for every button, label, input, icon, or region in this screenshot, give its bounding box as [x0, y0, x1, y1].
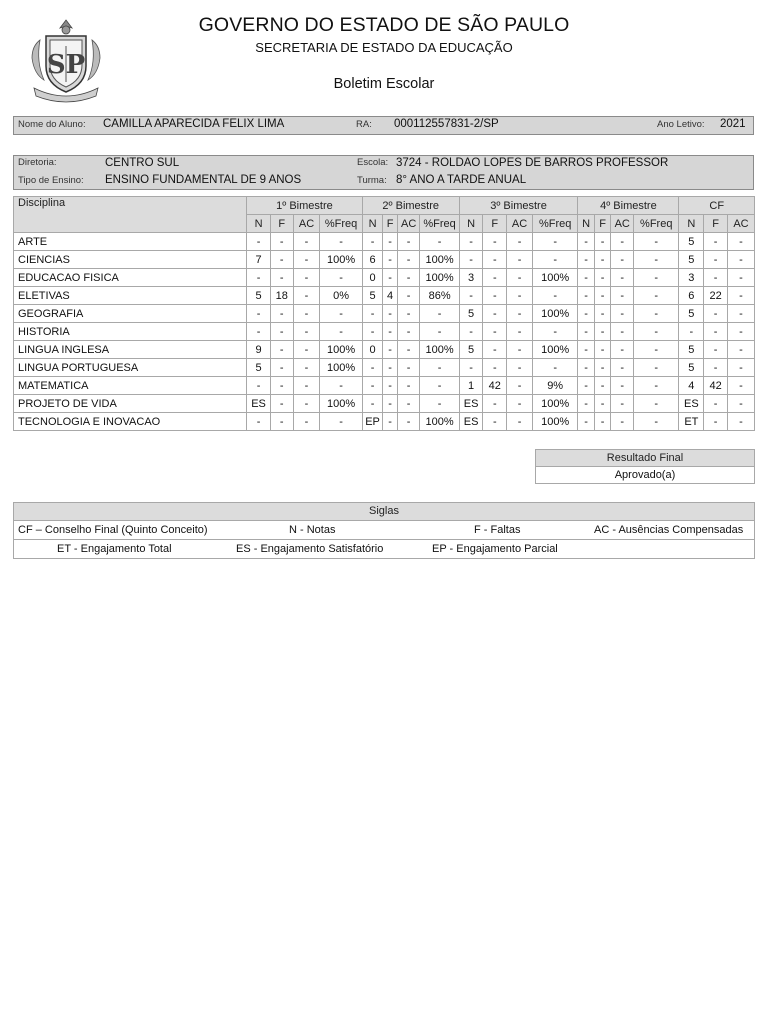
grade-cell: -	[293, 233, 320, 251]
document-title: Boletim Escolar	[333, 76, 435, 92]
disciplina-cell: TECNOLOGIA E INOVACAO	[14, 413, 247, 431]
grade-cell: -	[270, 269, 293, 287]
grade-cell: -	[420, 323, 459, 341]
page-subtitle: SECRETARIA DE ESTADO DA EDUCAÇÃO	[255, 40, 513, 55]
sub-header-pctfreq: %Freq	[634, 215, 679, 233]
sub-header-n: N	[362, 215, 383, 233]
grade-cell: 5	[679, 233, 704, 251]
grade-cell: -	[507, 323, 533, 341]
grade-cell: 100%	[420, 341, 459, 359]
grade-cell: -	[362, 323, 383, 341]
grade-cell: -	[320, 413, 362, 431]
disciplina-cell: ARTE	[14, 233, 247, 251]
grade-cell: 0	[362, 269, 383, 287]
final-result-value: Aprovado(a)	[536, 467, 755, 484]
bimestre-4-header: 4º Bimestre	[578, 197, 679, 215]
final-result-header: Resultado Final	[536, 450, 755, 467]
grade-cell: -	[383, 377, 397, 395]
grade-cell: -	[507, 413, 533, 431]
table-row	[14, 359, 755, 377]
grade-cell: -	[507, 251, 533, 269]
svg-text:SP: SP	[46, 50, 86, 80]
grade-cell: EP	[362, 413, 383, 431]
grade-cell: 100%	[320, 395, 362, 413]
disciplina-cell: HISTORIA	[14, 323, 247, 341]
grade-cell: -	[634, 323, 679, 341]
grade-cell: -	[727, 251, 754, 269]
legend-header: Siglas	[14, 503, 754, 521]
grade-cell: -	[532, 287, 577, 305]
grade-cell: ES	[247, 395, 271, 413]
grade-cell: 4	[383, 287, 397, 305]
grade-cell: 5	[362, 287, 383, 305]
grade-cell: -	[270, 377, 293, 395]
sub-header-ac: AC	[507, 215, 533, 233]
cf-header: CF	[679, 197, 755, 215]
grade-cell: -	[459, 287, 483, 305]
grade-cell: -	[270, 305, 293, 323]
sub-header-f: F	[594, 215, 611, 233]
page-title: GOVERNO DO ESTADO DE SÃO PAULO	[198, 14, 570, 36]
sub-header-ac: AC	[397, 215, 420, 233]
disciplina-cell: PROJETO DE VIDA	[14, 395, 247, 413]
grade-cell: -	[578, 233, 595, 251]
cf-sub-header-n: N	[679, 215, 704, 233]
grade-cell: 42	[704, 377, 728, 395]
bimestre-3-header: 3º Bimestre	[459, 197, 578, 215]
grade-cell: 5	[459, 341, 483, 359]
grade-cell: -	[383, 359, 397, 377]
grade-cell: -	[270, 323, 293, 341]
grade-cell: -	[459, 251, 483, 269]
grade-cell: -	[397, 287, 420, 305]
grade-cell: -	[634, 269, 679, 287]
table-row	[14, 323, 755, 341]
grade-cell: -	[362, 305, 383, 323]
cf-sub-header-f: F	[704, 215, 728, 233]
grade-cell: -	[483, 233, 507, 251]
grade-cell: -	[704, 323, 728, 341]
grade-cell: -	[594, 323, 611, 341]
grade-cell: -	[293, 341, 320, 359]
disciplina-header: Disciplina	[14, 197, 247, 233]
grade-cell: -	[247, 323, 271, 341]
grade-cell: -	[634, 377, 679, 395]
grade-cell: ET	[679, 413, 704, 431]
grade-cell: -	[507, 395, 533, 413]
legend-item: N - Notas	[289, 524, 336, 536]
tipo-ensino-value: ENSINO FUNDAMENTAL DE 9 ANOS	[105, 174, 302, 186]
grade-cell: -	[578, 287, 595, 305]
grade-cell: -	[397, 269, 420, 287]
grade-cell: 86%	[420, 287, 459, 305]
grade-cell: -	[293, 413, 320, 431]
diretoria-value: CENTRO SUL	[105, 157, 180, 169]
grade-cell: 100%	[420, 413, 459, 431]
legend-item: F - Faltas	[474, 524, 521, 536]
disciplina-cell: GEOGRAFIA	[14, 305, 247, 323]
grade-cell: -	[247, 305, 271, 323]
grade-cell: -	[293, 305, 320, 323]
grade-cell: 6	[362, 251, 383, 269]
grade-cell: -	[594, 359, 611, 377]
grade-cell: -	[578, 269, 595, 287]
grade-cell: -	[532, 323, 577, 341]
grade-cell: 100%	[532, 341, 577, 359]
grade-cell: -	[483, 305, 507, 323]
disciplina-cell: LINGUA PORTUGUESA	[14, 359, 247, 377]
legend-item: AC - Ausências Compensadas	[594, 524, 744, 536]
disciplina-cell: MATEMATICA	[14, 377, 247, 395]
grade-cell: -	[507, 359, 533, 377]
grade-cell: -	[634, 251, 679, 269]
sub-header-n: N	[459, 215, 483, 233]
table-row	[14, 341, 755, 359]
legend-row	[14, 521, 754, 540]
grade-cell: -	[383, 251, 397, 269]
grade-cell: -	[483, 251, 507, 269]
grade-cell: 5	[247, 287, 271, 305]
grade-cell: -	[420, 305, 459, 323]
grade-cell: 5	[679, 341, 704, 359]
escola-value: 3724 - ROLDAO LOPES DE BARROS PROFESSOR	[396, 157, 669, 169]
grade-cell: -	[507, 287, 533, 305]
grade-cell: -	[611, 413, 634, 431]
grade-cell: -	[727, 341, 754, 359]
grade-cell: -	[320, 377, 362, 395]
grade-cell: -	[727, 269, 754, 287]
grade-cell: -	[634, 413, 679, 431]
grade-cell: 1	[459, 377, 483, 395]
grade-cell: -	[634, 395, 679, 413]
table-row	[14, 377, 755, 395]
grade-cell: -	[727, 287, 754, 305]
grade-cell: 5	[679, 251, 704, 269]
legend-item: CF – Conselho Final (Quinto Conceito)	[18, 524, 208, 536]
grade-cell: -	[727, 305, 754, 323]
turma-value: 8° ANO A TARDE ANUAL	[396, 174, 527, 186]
grade-cell: -	[594, 269, 611, 287]
table-row	[14, 251, 755, 269]
grade-cell: -	[634, 233, 679, 251]
grade-cell: 9%	[532, 377, 577, 395]
grade-cell: -	[611, 341, 634, 359]
grade-cell: -	[459, 233, 483, 251]
grade-cell: -	[293, 251, 320, 269]
sub-header-ac: AC	[611, 215, 634, 233]
grade-cell: ES	[459, 413, 483, 431]
grade-cell: -	[362, 377, 383, 395]
grade-cell: -	[727, 395, 754, 413]
turma-label: Turma:	[357, 175, 387, 186]
grade-cell: 3	[679, 269, 704, 287]
grade-cell: -	[320, 305, 362, 323]
grade-cell: -	[704, 269, 728, 287]
grade-cell: -	[611, 359, 634, 377]
grade-cell: -	[611, 287, 634, 305]
grade-cell: -	[611, 305, 634, 323]
grade-cell: -	[293, 359, 320, 377]
grade-cell: -	[611, 233, 634, 251]
sub-header-pctfreq: %Freq	[420, 215, 459, 233]
grade-cell: -	[532, 359, 577, 377]
final-result-table	[535, 449, 755, 484]
grade-cell: -	[247, 413, 271, 431]
grade-cell: -	[578, 395, 595, 413]
grade-cell: 3	[459, 269, 483, 287]
grades-table	[13, 196, 755, 431]
grade-cell: -	[293, 377, 320, 395]
grade-cell: ES	[679, 395, 704, 413]
grade-cell: -	[320, 269, 362, 287]
bimestre-1-header: 1º Bimestre	[247, 197, 363, 215]
grade-cell: -	[397, 233, 420, 251]
grade-cell: -	[507, 341, 533, 359]
grade-cell: 18	[270, 287, 293, 305]
grade-cell: 5	[679, 359, 704, 377]
grade-cell: -	[704, 413, 728, 431]
grade-cell: -	[594, 341, 611, 359]
grade-cell: -	[578, 251, 595, 269]
sub-header-n: N	[247, 215, 271, 233]
table-row	[14, 305, 755, 323]
grade-cell: -	[397, 413, 420, 431]
grade-cell: -	[634, 305, 679, 323]
grade-cell: -	[483, 341, 507, 359]
grade-cell: -	[420, 233, 459, 251]
grade-cell: -	[362, 359, 383, 377]
sub-header-f: F	[383, 215, 397, 233]
student-name-label: Nome do Aluno:	[18, 119, 86, 130]
legend-row	[14, 540, 754, 558]
ra-value: 000112557831-2/SP	[394, 118, 499, 130]
grade-cell: 100%	[532, 413, 577, 431]
sub-header-f: F	[270, 215, 293, 233]
grade-cell: -	[293, 269, 320, 287]
grade-cell: -	[578, 359, 595, 377]
grade-cell: -	[383, 269, 397, 287]
grade-cell: -	[459, 323, 483, 341]
grade-cell: -	[611, 323, 634, 341]
grade-cell: -	[320, 323, 362, 341]
grade-cell: -	[634, 287, 679, 305]
grade-cell: -	[611, 377, 634, 395]
disciplina-cell: EDUCACAO FISICA	[14, 269, 247, 287]
grade-cell: -	[247, 377, 271, 395]
grade-cell: -	[247, 269, 271, 287]
grade-cell: -	[270, 233, 293, 251]
grade-cell: -	[704, 305, 728, 323]
grade-cell: -	[420, 377, 459, 395]
grade-cell: -	[247, 233, 271, 251]
grade-cell: 6	[679, 287, 704, 305]
grade-cell: -	[293, 323, 320, 341]
grade-cell: -	[483, 269, 507, 287]
grade-cell: -	[293, 395, 320, 413]
grade-cell: 42	[483, 377, 507, 395]
table-row	[14, 413, 755, 431]
grade-cell: -	[727, 359, 754, 377]
grade-cell: -	[634, 359, 679, 377]
disciplina-cell: ELETIVAS	[14, 287, 247, 305]
grade-cell: 9	[247, 341, 271, 359]
grade-cell: -	[383, 395, 397, 413]
grade-cell: -	[397, 377, 420, 395]
grade-cell: 0%	[320, 287, 362, 305]
grade-cell: -	[594, 287, 611, 305]
grade-cell: -	[483, 359, 507, 377]
grade-cell: -	[532, 233, 577, 251]
legend-item: ES - Engajamento Satisfatório	[236, 543, 384, 555]
grade-cell: -	[383, 233, 397, 251]
grade-cell: -	[362, 233, 383, 251]
grade-cell: -	[507, 233, 533, 251]
grade-cell: -	[611, 251, 634, 269]
grade-cell: -	[362, 395, 383, 413]
grade-cell: -	[727, 377, 754, 395]
grade-cell: -	[293, 287, 320, 305]
grade-cell: -	[578, 305, 595, 323]
grade-cell: -	[679, 323, 704, 341]
grade-cell: -	[397, 323, 420, 341]
student-name: CAMILLA APARECIDA FELIX LIMA	[103, 118, 285, 130]
grade-cell: 100%	[320, 359, 362, 377]
grade-cell: 22	[704, 287, 728, 305]
grade-cell: 0	[362, 341, 383, 359]
year-value: 2021	[720, 118, 746, 130]
grade-cell: 5	[247, 359, 271, 377]
grade-cell: 5	[679, 305, 704, 323]
grade-cell: -	[578, 323, 595, 341]
grade-cell: -	[507, 305, 533, 323]
grade-cell: -	[397, 341, 420, 359]
disciplina-cell: CIENCIAS	[14, 251, 247, 269]
grade-cell: 100%	[532, 305, 577, 323]
grade-cell: -	[594, 377, 611, 395]
grade-cell: -	[634, 341, 679, 359]
legend-item: EP - Engajamento Parcial	[432, 543, 558, 555]
grade-cell: -	[727, 233, 754, 251]
sub-header-pctfreq: %Freq	[320, 215, 362, 233]
grade-cell: -	[483, 287, 507, 305]
grade-cell: ES	[459, 395, 483, 413]
grade-cell: -	[459, 359, 483, 377]
grade-cell: -	[420, 395, 459, 413]
grade-cell: -	[507, 377, 533, 395]
ra-label: RA:	[356, 119, 372, 130]
grade-cell: -	[704, 395, 728, 413]
grade-cell: -	[594, 305, 611, 323]
grade-cell: 5	[459, 305, 483, 323]
grade-cell: -	[383, 323, 397, 341]
grade-cell: -	[270, 251, 293, 269]
grade-cell: -	[397, 251, 420, 269]
grade-cell: 100%	[320, 341, 362, 359]
grade-cell: 100%	[320, 251, 362, 269]
grade-cell: -	[270, 341, 293, 359]
cf-sub-header-ac: AC	[727, 215, 754, 233]
grade-cell: -	[594, 413, 611, 431]
grade-cell: -	[397, 395, 420, 413]
sub-header-f: F	[483, 215, 507, 233]
escola-label: Escola:	[357, 157, 389, 168]
grade-cell: -	[383, 305, 397, 323]
grade-cell: -	[483, 413, 507, 431]
grade-cell: -	[578, 377, 595, 395]
grade-cell: -	[578, 413, 595, 431]
grade-cell: -	[532, 251, 577, 269]
table-row	[14, 395, 755, 413]
grade-cell: 100%	[532, 269, 577, 287]
grade-cell: 4	[679, 377, 704, 395]
sub-header-pctfreq: %Freq	[532, 215, 577, 233]
grade-cell: -	[270, 413, 293, 431]
grade-cell: -	[383, 341, 397, 359]
legend-item: ET - Engajamento Total	[57, 543, 172, 555]
table-row	[14, 233, 755, 251]
grade-cell: -	[397, 359, 420, 377]
grade-cell: -	[320, 233, 362, 251]
grade-cell: -	[383, 413, 397, 431]
grade-cell: -	[704, 341, 728, 359]
table-row	[14, 287, 755, 305]
disciplina-cell: LINGUA INGLESA	[14, 341, 247, 359]
grade-cell: -	[704, 251, 728, 269]
grades-body	[14, 233, 755, 431]
grade-cell: -	[397, 305, 420, 323]
bimestre-2-header: 2º Bimestre	[362, 197, 459, 215]
table-row	[14, 269, 755, 287]
student-info-bar	[13, 116, 754, 135]
year-label: Ano Letivo:	[657, 119, 705, 130]
grade-cell: -	[270, 359, 293, 377]
legend-box	[13, 502, 755, 559]
sub-header-ac: AC	[293, 215, 320, 233]
grade-cell: -	[270, 395, 293, 413]
grade-cell: 100%	[420, 269, 459, 287]
grade-cell: -	[704, 233, 728, 251]
school-info-bar	[13, 155, 754, 190]
grade-cell: 7	[247, 251, 271, 269]
grade-cell: -	[727, 323, 754, 341]
grade-cell: -	[507, 269, 533, 287]
grade-cell: 100%	[420, 251, 459, 269]
grade-cell: -	[704, 359, 728, 377]
grade-cell: -	[578, 341, 595, 359]
grade-cell: -	[611, 269, 634, 287]
grade-cell: -	[727, 413, 754, 431]
sub-header-n: N	[578, 215, 595, 233]
grade-cell: -	[420, 359, 459, 377]
grade-cell: 100%	[532, 395, 577, 413]
grade-cell: -	[483, 323, 507, 341]
grade-cell: -	[594, 395, 611, 413]
grade-cell: -	[594, 233, 611, 251]
tipo-ensino-label: Tipo de Ensino:	[18, 175, 84, 186]
grade-cell: -	[594, 251, 611, 269]
diretoria-label: Diretoria:	[18, 157, 57, 168]
grade-cell: -	[483, 395, 507, 413]
grade-cell: -	[611, 395, 634, 413]
